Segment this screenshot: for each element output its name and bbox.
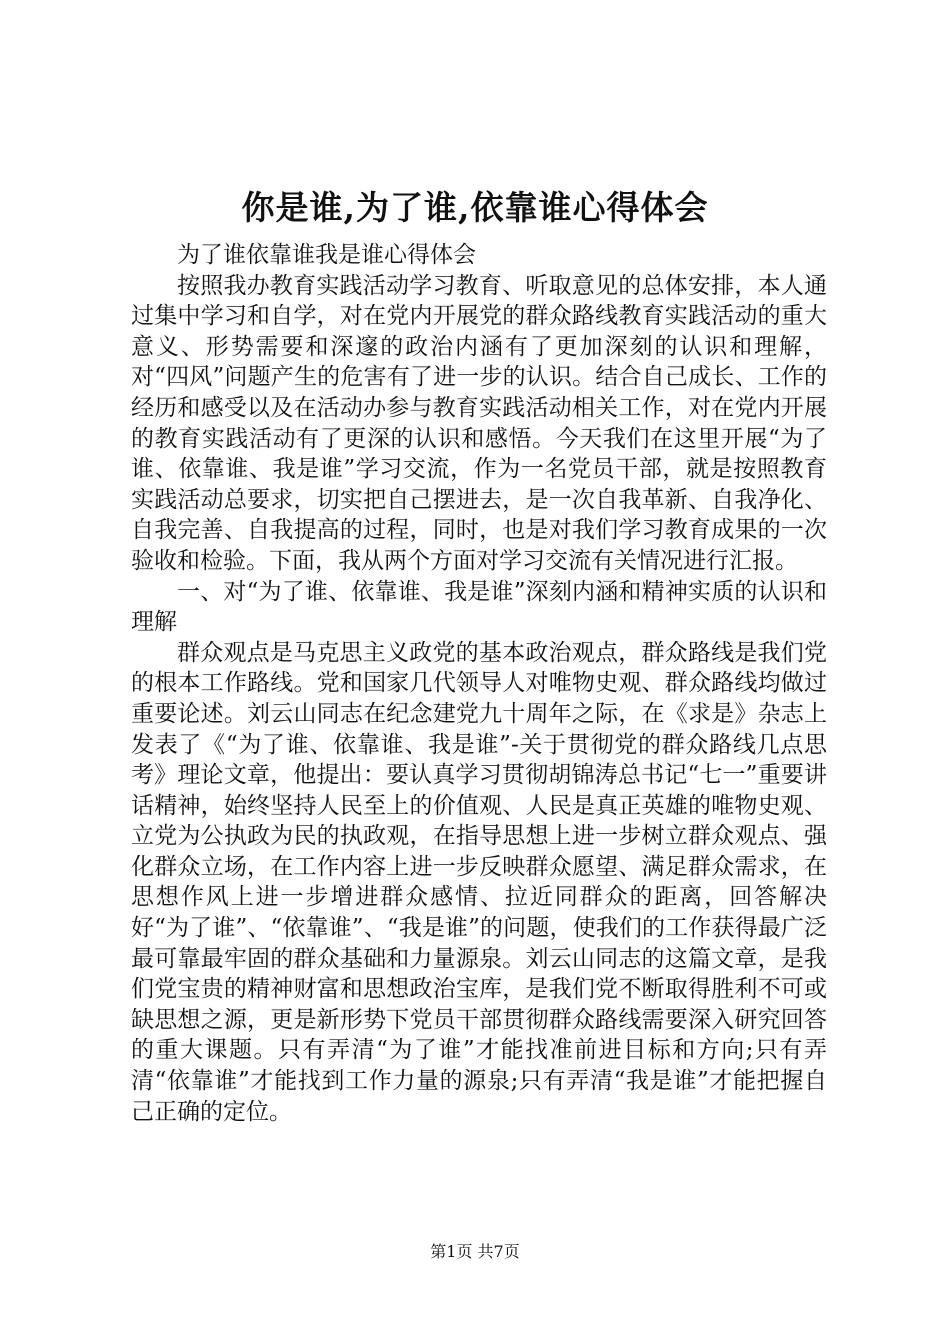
paragraph-section-heading: 一、对“为了谁、依靠谁、我是谁”深刻内涵和精神实质的认识和理解 (131, 578, 827, 636)
paragraph-mass-line: 群众观点是马克思主义政党的基本政治观点，群众路线是我们党的根本工作路线。党和国家几代领导人对唯物史观、群众路线均做过重要论述。刘云山同志在纪念建党九十周年之际，在《求是》杂志上发表了《“为了谁、依靠谁、我是谁”-关于贯彻党的群众路线几点思考》理论文章，他提出：要认真学习贯彻胡锦涛总书记“七一”重要讲话精神，始终坚持人民至上的价值观、人民是真正英雄的唯物史观、立党为公执政为民的执政观，在指导思想上进一步树立群众观点、强化群众立场，在工作内容上进一步反映群众愿望、满足群众需求，在思想作风上进一步增进群众感情、拉近同群众的距离，回答解决好“为了谁”、“依靠谁”、“我是谁”的问题，使我们的工作获得最广泛最可靠最牢固的群众基础和力量源泉。刘云山同志的这篇文章，是我们党宝贵的精神财富和思想政治宝库，是我们党不断取得胜利不可或缺思想之源，更是新形势下党员干部贯彻群众路线需要深入研究回答的重大课题。只有弄清“为了谁”才能找准前进目标和方向;只有弄清“依靠谁”才能找到工作力量的源泉;只有弄清“我是谁”才能把握自己正确的定位。 (131, 639, 827, 1125)
page-number-footer: 第1页 共7页 (430, 1242, 520, 1261)
document-title: 你是谁,为了谁,依靠谁心得体会 (241, 188, 709, 227)
document-body (131, 240, 827, 1127)
paragraph-intro: 按照我办教育实践活动学习教育、听取意见的总体安排，本人通过集中学习和自学，对在党内开展党的群众路线教育实践活动的重大意义、形势需要和深邃的政治内涵有了更加深刻的认识和理解，对“四风”问题产生的危害有了进一步的认识。结合自己成长、工作的经历和感受以及在活动办参与教育实践活动相关工作，对在党内开展的教育实践活动有了更深的认识和感悟。今天我们在这里开展“为了谁、依靠谁、我是谁”学习交流，作为一名党员干部，就是按照教育实践活动总要求，切实把自己摆进去，是一次自我革新、自我净化、自我完善、自我提高的过程，同时，也是对我们学习教育成果的一次验收和检验。下面，我从两个方面对学习交流有关情况进行汇报。 (131, 272, 827, 574)
paragraph-subtitle: 为了谁依靠谁我是谁心得体会 (177, 242, 476, 268)
